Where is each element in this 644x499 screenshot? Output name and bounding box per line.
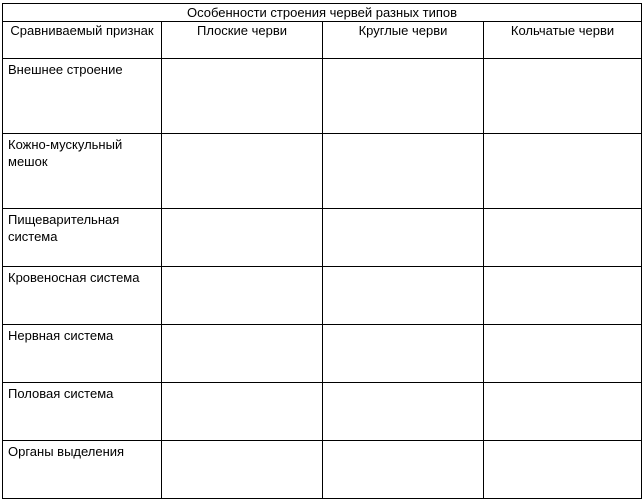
header-roundworms: Круглые черви — [323, 22, 484, 59]
comparison-table — [2, 3, 642, 499]
table-cell — [484, 267, 642, 325]
row-label-nervous-system: Нервная система — [3, 325, 162, 383]
table-cell — [484, 441, 642, 499]
table-cell — [484, 59, 642, 134]
table-row — [3, 267, 642, 325]
table-cell — [162, 441, 323, 499]
row-label-reproductive-system: Половая система — [3, 383, 162, 441]
row-label-external-structure: Внешнее строение — [3, 59, 162, 134]
table-title-row — [3, 4, 642, 22]
row-label-digestive-system: Пищеварительная система — [3, 209, 162, 267]
row-label-circulatory-system: Кровеносная система — [3, 267, 162, 325]
header-flatworms: Плоские черви — [162, 22, 323, 59]
table-cell — [323, 325, 484, 383]
table-cell — [484, 383, 642, 441]
table-cell — [162, 59, 323, 134]
table-title: Особенности строения червей разных типов — [3, 4, 642, 22]
table-cell — [323, 59, 484, 134]
table-cell — [162, 267, 323, 325]
table-cell — [484, 134, 642, 209]
table-row — [3, 59, 642, 134]
table-header-row — [3, 22, 642, 59]
table-row — [3, 383, 642, 441]
table-row — [3, 441, 642, 499]
table-cell — [162, 325, 323, 383]
table-cell — [323, 267, 484, 325]
table-row — [3, 325, 642, 383]
row-label-excretory-organs: Органы выделения — [3, 441, 162, 499]
header-compared-feature: Сравниваемый признак — [3, 22, 162, 59]
table-row — [3, 209, 642, 267]
table-row — [3, 134, 642, 209]
table-cell — [162, 383, 323, 441]
table-cell — [162, 209, 323, 267]
table-cell — [323, 209, 484, 267]
row-label-skin-muscle-sac: Кожно-мускульный мешок — [3, 134, 162, 209]
table-cell — [162, 134, 323, 209]
table-cell — [323, 441, 484, 499]
table-cell — [323, 134, 484, 209]
table-cell — [484, 325, 642, 383]
table-cell — [484, 209, 642, 267]
header-annelids: Кольчатые черви — [484, 22, 642, 59]
table-cell — [323, 383, 484, 441]
